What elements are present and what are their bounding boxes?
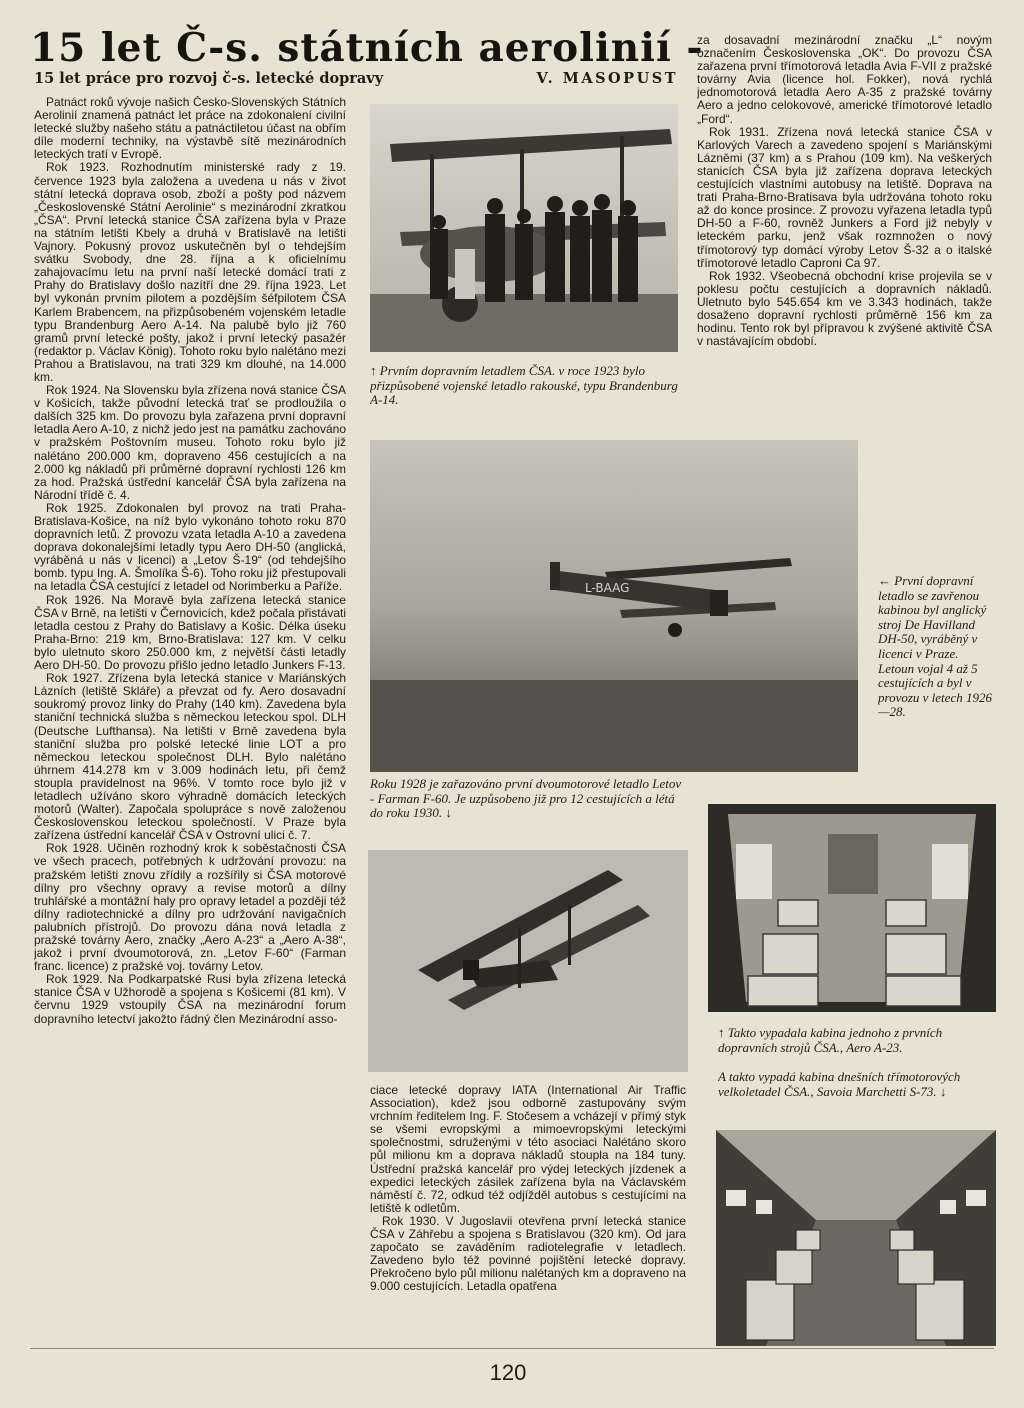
paragraph: Rok 1926. Na Moravě byla zařízena letecká stanice ČSA v Brně, na letišti v Černovicích, kdež počala přistávati letadla cestou z Prahy do Batislavy a Košic. Délka úseku Praha-Brno: 219 km, Brno-Bratislava: 127 km. V celku bylo uletnuto skoro 250.000 km, z největší části letadly Aero DH-50. Do provozu přišlo jedno letadlo Junkers F-13. <box>34 592 346 673</box>
photo-savoia-s73-cabin <box>716 1130 996 1346</box>
paragraph: Patnáct roků vývoje našich Česko-Slovenských Státních Aerolinií znamená patnáct let práce na zdokonalení civilní letecké služby našeho státu a patnáctiletou účast na obřím díle moderní techniky, na výstavbě sítě mezinárodních leteckých tratí v Evropě. <box>34 96 346 162</box>
paragraph: Rok 1928. Učiněn rozhodný krok k soběstačnosti ČSA ve všech pracech, potřebných k udržování provozu: na pražském letišti znovu zřídily a rozšířily si ČSA motorové dílny pro všechny opravy a revise motorů a dílny truhlářské a montážní haly pro opravy letadel a později též dílny radiotechnické a dílny pro udržování navigačních palubních přístrojů. Do provozu dána nová letadla z pražské továrny Aero, značky „Aero A-23“ a „Aero A-38“, jakož i první dvoumotorová, zn. „Letov F-60“ (Farman franc. licence) z pražské voj. továrny Letov. <box>34 841 346 974</box>
caption-a23-cabin: ↑ Takto vypadala kabina jednoho z prvních dopravních strojů ČSA., Aero A-23. <box>718 1026 943 1055</box>
paragraph: Rok 1927. Zřízena byla letecká stanice v Mariánských Lázních (letiště Skláře) a převzat od fy. Aero dosavadní soukromý provoz linky do Prahy (140 km). Zavedena byla staniční technická služba s německou leteckou spol. DLH (Deutsche Lufthansa). Na letišti v Brně zavedena byla staniční služba pro polské letecké linie LOT a pro německou leteckou společnost DLH. Bylo nalétáno úhrnem 414.278 km v 3.009 hodinách letu, při čemž stoupla pravidelnost na 96%. V tomto roce bylo již v letadlech užíváno skoro výhradně domácích leteckých motorů (Walter). Započala spolupráce s nově založenou Československou leteckou společností. V Praze byla zařízena ústřední kancelář ČSA v Ostrovní ulici č. 7. <box>34 671 346 843</box>
paragraph: Rok 1931. Zřízena nová letecká stanice ČSA v Karlových Varech a zavedeno spojení s Mariánskými Lázněmi (37 km) a s Prahou (109 km). Na veškerých stanicích ČSA byla již zařízena doprava leteckých cestujících vlastními autobusy na letiště. Doprava na trati Praha-Brno-Bratisava byla udržována tohoto roku až do konce prosince. Z provozu vyřazena letadla typů DH-50 a F-60, rovněž Junkers a Ford již nebyly v leteckém parku, jenž však rozmnožen o nový třímotorový typ domácí výroby Letov Š-32 a o italské třímotorové letadlo Caproni Ca 97. <box>697 124 992 270</box>
dh50-illustration <box>370 440 858 772</box>
paragraph: Rok 1932. Všeobecná obchodní krise projevila se v poklesu počtu cestujících a dopravních nákladů. Uletnuto bylo 545.654 km ve 3.343 hodinách, takže dosaženo dopravní rychlosti průměrně 156 km za hodinu. Tento rok byl přípravou k zvýšené aktivitě ČSA v nastávajícím období. <box>697 268 992 349</box>
article-title: 15 let Č-s. státních aerolinií - <box>30 25 704 71</box>
caption-s73-cabin: A takto vypadá kabina dnešních třímotorových velkoletadel ČSA., Savoia Marchetti S-73. ↓ <box>718 1070 961 1099</box>
article-author: V. MASOPUST <box>536 70 678 87</box>
right-column <box>697 34 992 414</box>
paragraph: za dosavadní mezinárodní značku „L“ novým označením Československa „OK“. Do provozu ČSA zařazena první třímotorová letadla Avia F-VII z pražské továrny Avia (licence hol. Fokker), nová rychlá jednomotorová letadla Aero A-35 z pražské továrny Aero a jedno celokovové, americké třímotorové letadlo „Ford“. <box>697 34 992 126</box>
s73-cabin-illustration <box>716 1130 996 1346</box>
paragraph: Rok 1925. Zdokonalen byl provoz na trati Praha-Bratislava-Košice, na níž bylo vykonáno tohoto roku 870 dopravních letů. Z provozu vzata letadla A-10 a zavedena doprava dokonalejšími letadly typu Aero DH-50 (anglická, vyráběná u nás v licenci) a „Letov Š-19“ (od tehdejšího bomb. typu Ing. A. Šmolíka Š-6). Toho roku již přestupovali na letadla ČSA cestující z letadel od Norimberku a Paříže. <box>34 500 346 594</box>
article-subtitle: 15 let práce pro rozvoj č-s. letecké dopravy <box>34 70 384 87</box>
paragraph: ciace letecké dopravy IATA (International Air Traffic Association), kdež jsou odborně zastupovány svým vrchním ředitelem Ing. F. Stočesem a vcházejí v přímý styk se všemi evropskými a mimoevropskými leteckými společnostmi, sdruženými v této asociaci Nalétáno skoro půl milionu km a doprava nákladů stoupla na 184 tuny. Ústřední pražská kancelář pro výdej leteckých jízdenek a expedici leteckých zásilek zařízena byla na Václavském náměstí č. 72, odkud též odjížděl autobus s cestujícími na letiště k odletům. <box>370 1084 686 1215</box>
paragraph: Rok 1929. Na Podkarpatské Rusi byla zřízena letecká stanice ČSA v Užhorodě a spojena s Košicemi (81 km). V červnu 1929 vstoupily ČSA na mezinárodní forum dopravního letectví jakožto řádný člen Mezinárodní asso- <box>34 972 346 1026</box>
paragraph: Rok 1930. V Jugoslavii otevřena první letecká stanice ČSA v Záhřebu a spojena s Bratislavou (320 km). Od jara započato se zaváděním radiotelegrafie v letadlech. Zavedeno bylo též povinné pojištění letecké dopravy. Překročeno bylo půl milionu nalétaných km a dopraveno na 9.000 cestujících. Letadla opatřena <box>370 1213 686 1294</box>
paragraph: Rok 1923. Rozhodnutím ministerské rady z 19. července 1923 byla založena a uvedena u nás v život státní letecká doprava osob, zboží a pošty pod názvem „Československé Státní Aerolinie“ s mezinárodní zkratkou „ČSA“. První letecká stanice ČSA zařízena byla v Praze na státním letišti Kbely a druhá v Bratislavě na letišti Vajnory. Pokusný provoz uskutečněn byl o tehdejším svátku Svobody, dne 28. října a k oficielnímu zahajovacímu letu na první naší letecké domácí trati z Prahy do Bratislavy došlo nazítří dne 29. října 1923. Let byl vykonán prvním pilotem a pozdějším šéfpilotem ČSA Karlem Brabencem, na přizpůsobeném vojenském letadle typu Brandenburg Aero A-14. Na palubě bylo již 760 gramů první letecké pošty, jakož i první letecký pasažér (redaktor p. Václav König). Tohoto roku bylo nalétáno mezi Prahou a Bratislavou, na trati 329 km dlouhé, na 14.000 km. <box>34 160 346 384</box>
bottom-rule <box>30 1348 994 1349</box>
left-column <box>34 96 346 1344</box>
photo-aero-a23-cabin <box>708 804 996 1012</box>
aircraft-registration: L-BAAG <box>585 581 630 595</box>
photo-letov-f60 <box>368 850 688 1072</box>
paragraph: Rok 1924. Na Slovensku byla zřízena nová stanice ČSA v Košicích, takže původní letecká trať se prodloužila o dalších 325 km. Do provozu byla zařazena první dopravní letadla Aero A-10, z nichž jedo jest na památku zachováno v pražském Poštovním museu. Tohoto roku bylo již nalétáno 200.000 km, dopraveno 456 cestujících a na 2.000 kg nákladů při průměrné dopravní rychlosti 126 km za hod. Pražská ústřední kancelář ČSA byla zařízena na Národní třídě č. 4. <box>34 383 346 502</box>
caption-dh50: ← První dopravní letadlo se zavřenou kabinou byl anglický stroj De Havilland DH-50, vyráběný v licenci v Praze. Letoun vojal 4 až 5 cestujících a byl v provozu v letech 1926—28. <box>878 574 992 720</box>
page-number: 120 <box>489 1360 527 1385</box>
photo-first-airliner-crew <box>370 104 678 352</box>
middle-column <box>370 1084 686 1344</box>
photo-dh50-in-flight <box>370 440 858 772</box>
caption-f60: Roku 1928 je zařazováno první dvoumotorové letadlo Letov - Farman F-60. Je uzpůsobeno již pro 12 cestujících a létá do roku 1930. ↓ <box>370 777 682 821</box>
f60-illustration <box>368 850 688 1072</box>
crew-biplane-illustration <box>370 104 678 352</box>
caption-first-airliner: ↑ Prvním dopravním letadlem ČSA. v roce 1923 bylo přizpůsobené vojenské letadlo rakouské, typu Brandenburg A-14. <box>370 364 678 408</box>
a23-cabin-illustration <box>708 804 996 1012</box>
